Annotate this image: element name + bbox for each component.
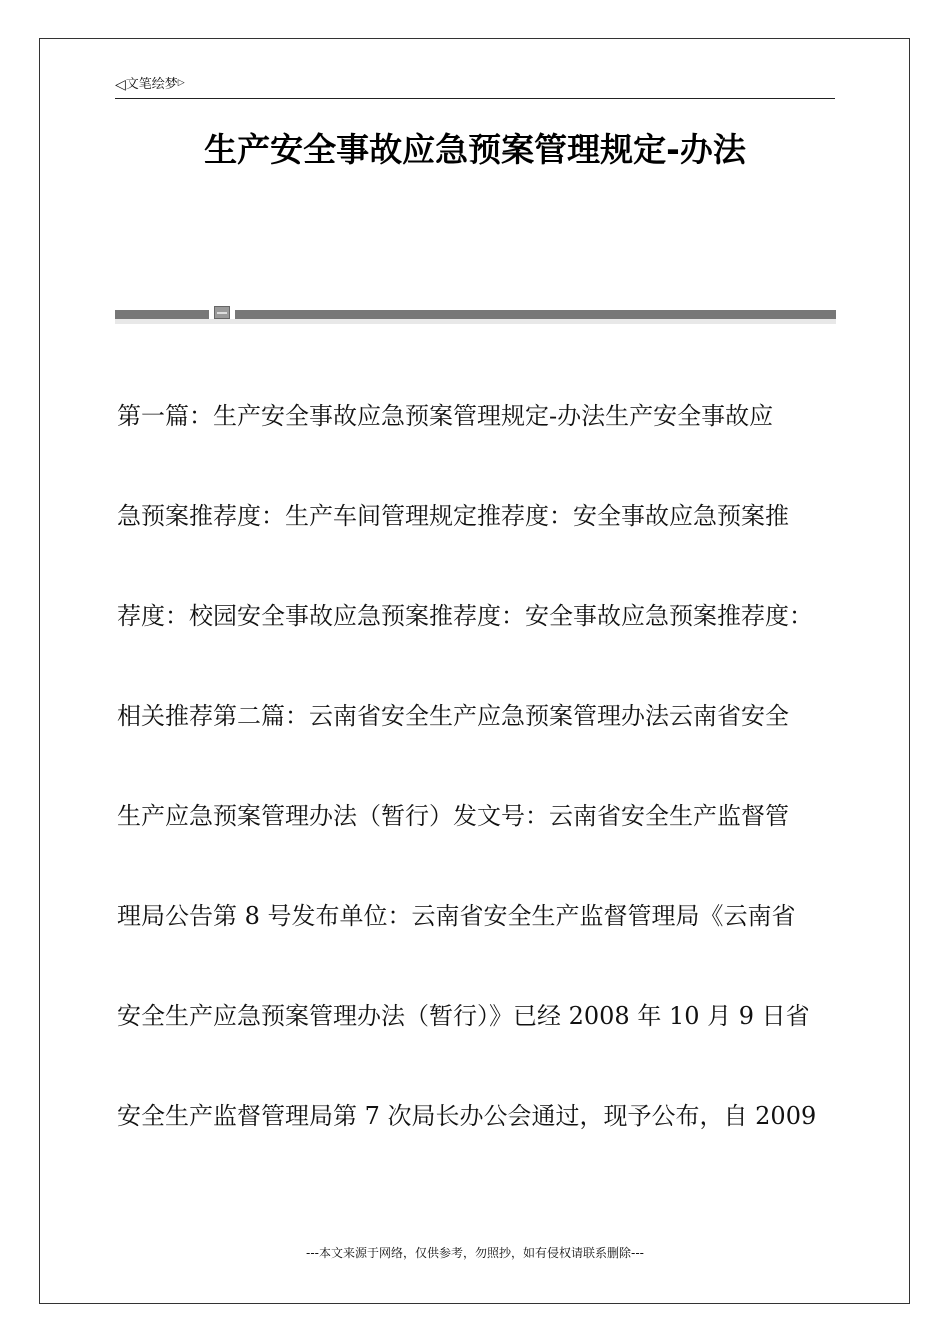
section-divider: [115, 304, 836, 324]
document-title: 生产安全事故应急预案管理规定-办法: [204, 130, 746, 169]
document-header: [115, 74, 835, 99]
divider-bar-right: [235, 310, 836, 319]
footer-disclaimer: ---本文来源于网络，仅供参考，勿照抄，如有侵权请联系删除---: [306, 1246, 644, 1260]
divider-shadow: [115, 319, 836, 324]
body-line: 相关推荐第二篇：云南省安全生产应急预案管理办法云南省安全: [117, 702, 789, 730]
body-line: 生产应急预案管理办法（暂行）发文号：云南省安全生产监督管: [117, 802, 789, 830]
body-line: 第一篇：生产安全事故应急预案管理规定-办法生产安全事故应: [117, 402, 774, 430]
body-text: [117, 396, 857, 1196]
body-line: 安全生产监督管理局第 7 次局长办公会通过，现予公布，自 2009: [117, 1102, 817, 1130]
body-line: 安全生产应急预案管理办法（暂行）》已经 2008 年 10 月 9 日省: [117, 1002, 810, 1030]
divider-emblem-icon: [214, 306, 230, 319]
header-label: 文笔绘梦: [125, 77, 178, 92]
body-line: 急预案推荐度：生产车间管理规定推荐度：安全事故应急预案推: [117, 502, 789, 530]
right-triangle-icon: ▷: [177, 78, 185, 88]
left-triangle-icon: ◁: [115, 77, 126, 93]
divider-bar-left: [115, 310, 209, 319]
body-line: 理局公告第 8 号发布单位：云南省安全生产监督管理局《云南省: [117, 902, 796, 930]
body-line: 荐度：校园安全事故应急预案推荐度：安全事故应急预案推荐度：: [117, 602, 813, 630]
